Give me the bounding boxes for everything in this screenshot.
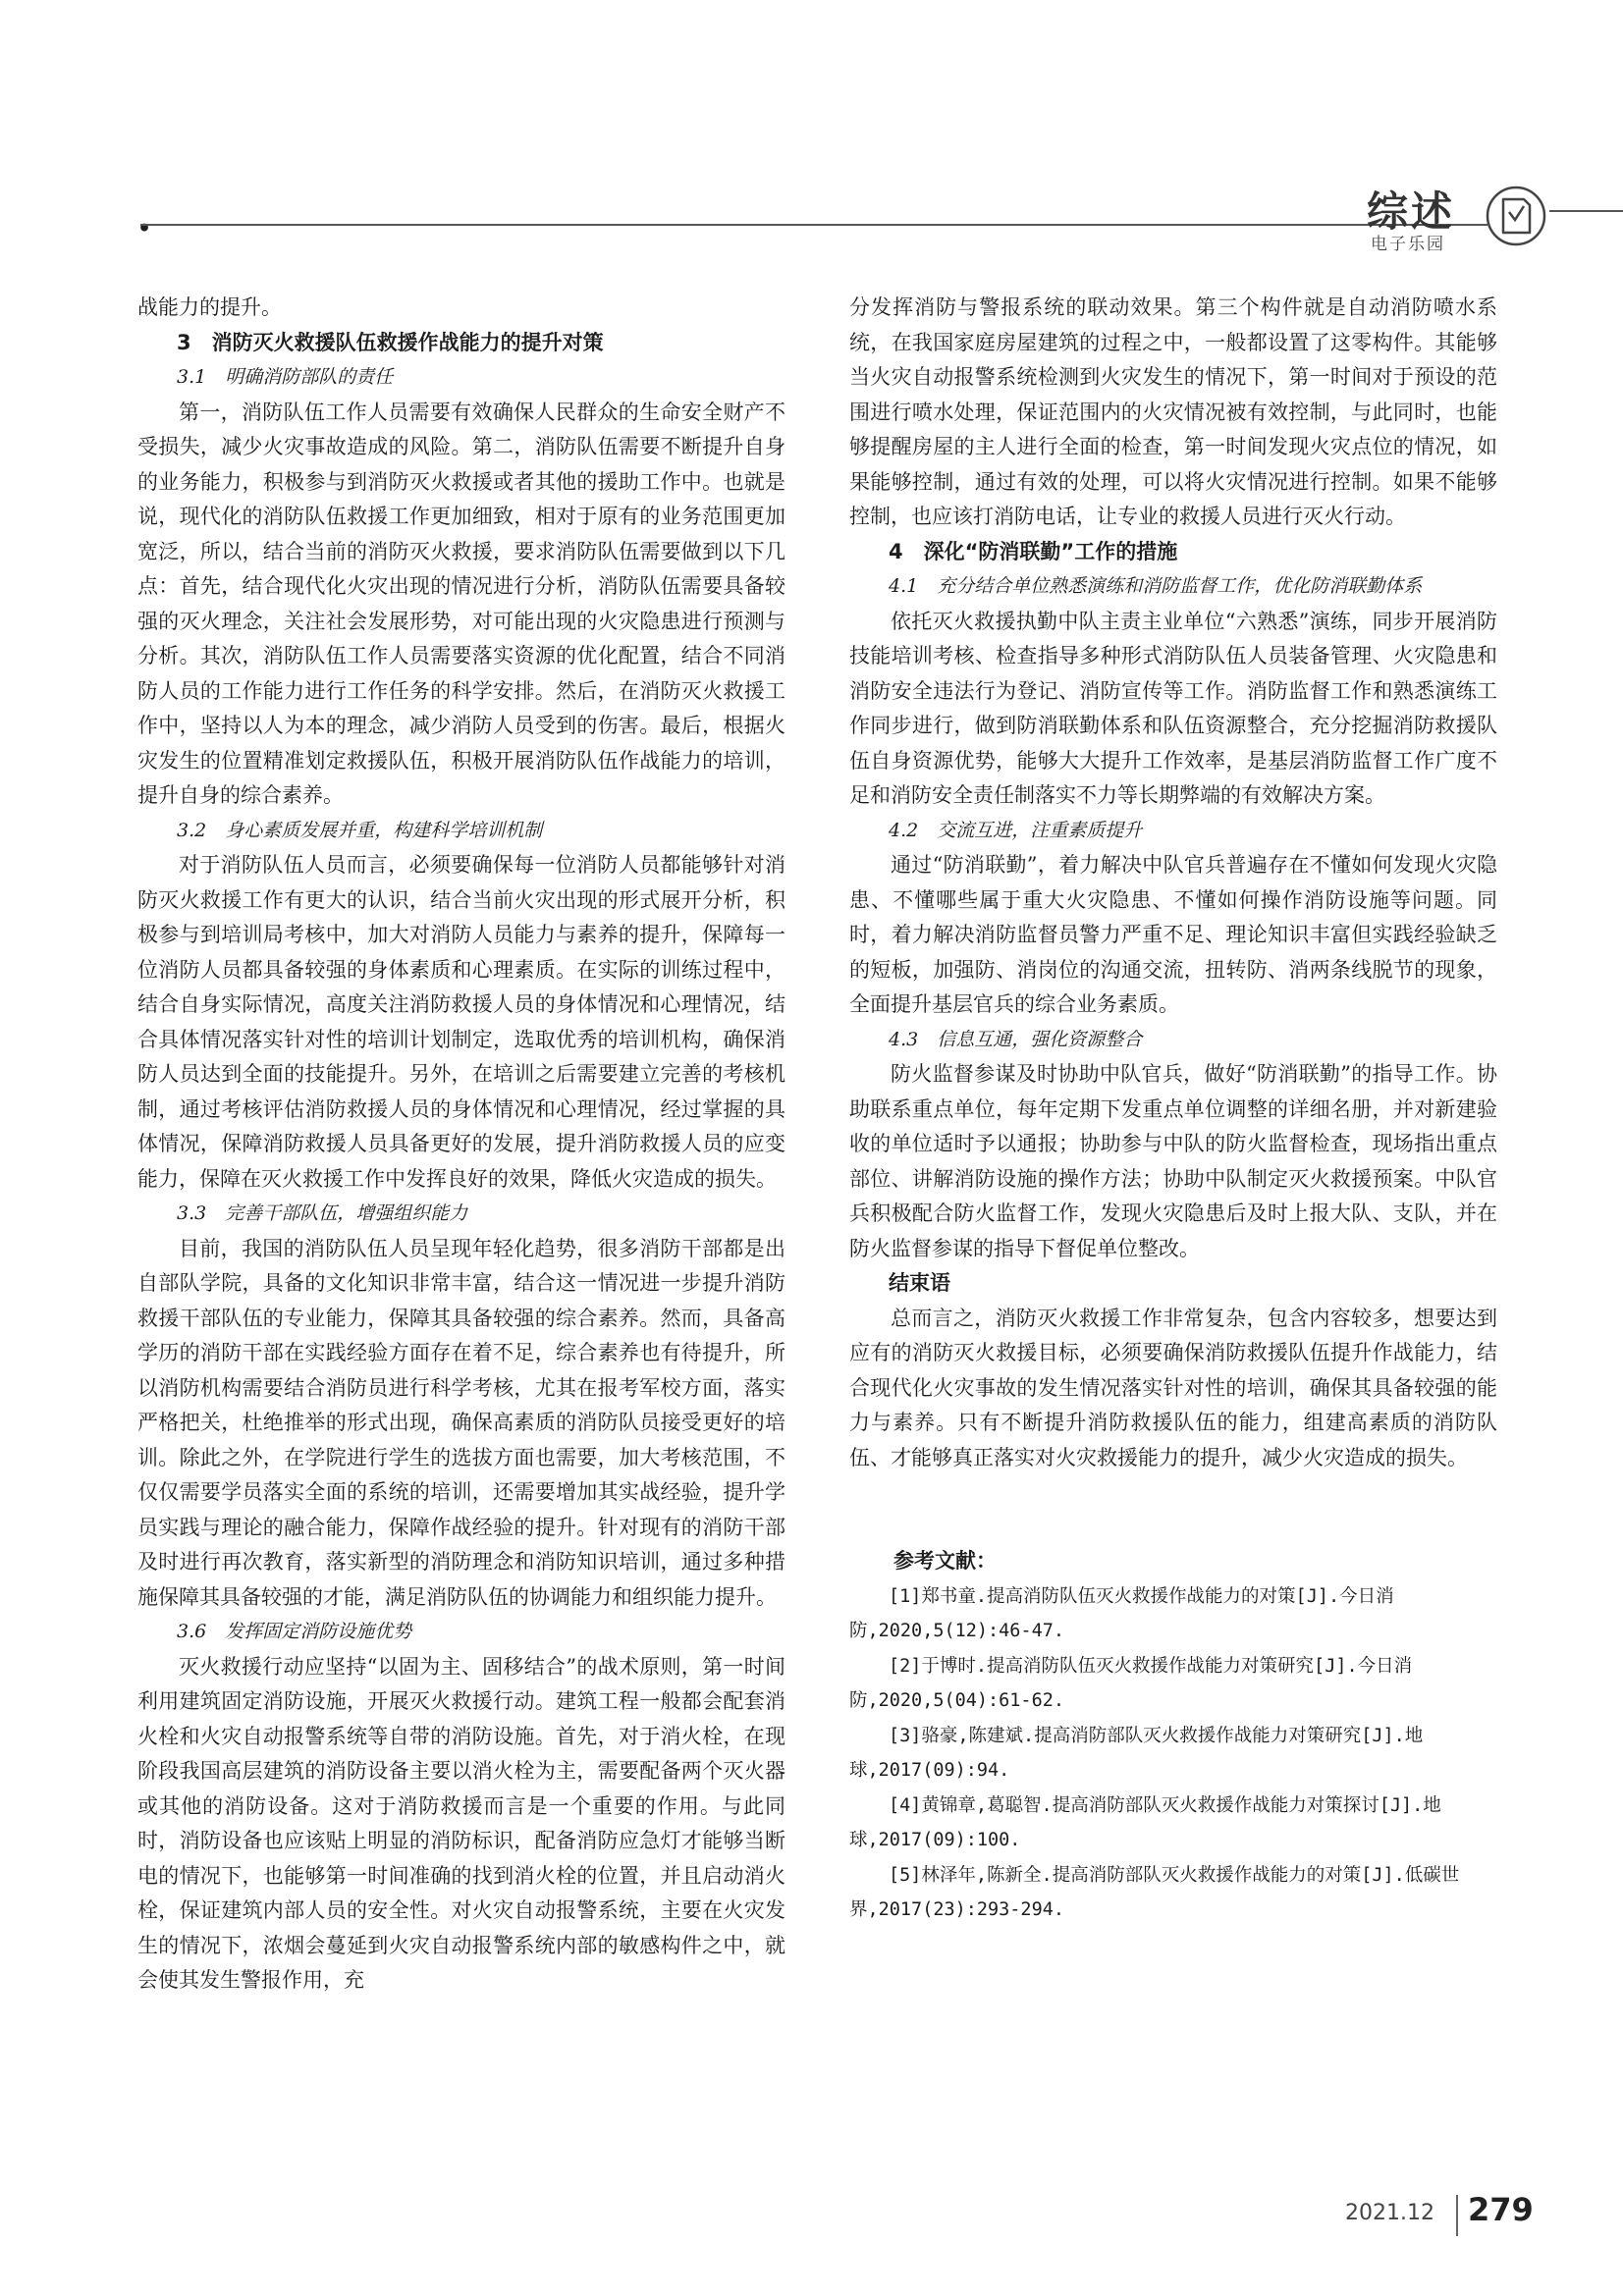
spacer <box>849 1475 1497 1544</box>
subsection-heading: 3.3 完善干部队伍，增强组织能力 <box>177 1202 468 1224</box>
body-paragraph: 依托灭火救援执勤中队主责主业单位“六熟悉”演练，同步开展消防技能培训考核、检查指导多种形式消防队伍人员装备管理、火灾隐患和消防安全违法行为登记、消防宣传等工作。消防监督工作和熟悉演练工作同步进行，做到防消联勤体系和队伍资源整合，充分挖掘消防救援队伍自身资源优势，能够大大提升工作效率，是基层消防监督工作广度不足和消防安全责任制落实不力等长期弊端的有效解决方案。 <box>849 609 1497 807</box>
header-rule-right <box>1549 210 1623 212</box>
reference-item: [1]郑书童.提高消防队伍灭火救援作战能力的对策[J].今日消防,2020,5(12):46-47. <box>849 1585 1394 1641</box>
body-paragraph: 对于消防队伍人员而言，必须要确保每一位消防人员都能够针对消防灭火救援工作有更大的认识，结合当前火灾出现的形式展开分析，积极参与到培训局考核中，加大对消防人员能力与素养的提升，保障每一位消防人员都具备较强的身体素质和心理素质。在实际的训练过程中，结合自身实际情况，高度关注消防救援人员的身体情况和心理情况，结合具体情况落实针对性的培训计划制定，选取优秀的培训机构，确保消防人员达到全面的技能提升。另外，在培训之后需要建立完善的考核机制，通过考核评估消防救援人员的身体情况和心理情况，经过掌握的具体情况，保障消防救援人员具备更好的发展，提升消防救援人员的应变能力，保障在灭火救援工作中发挥良好的效果，降低火灾造成的损失。 <box>137 853 785 1191</box>
reference-item: [5]林泽年,陈新全.提高消防部队灭火救援作战能力的对策[J].低碳世界,2017(23):293-294. <box>849 1864 1460 1920</box>
body-paragraph: 分发挥消防与警报系统的联动效果。第三个构件就是自动消防喷水系统，在我国家庭房屋建筑的过程之中，一般都设置了这零构件。其能够当火灾自动报警系统检测到火灾发生的情况下，第一时间对于预设的范围进行喷水处理，保证范围内的火灾情况被有效控制，与此同时，也能够提醒房屋的主人进行全面的检查，第一时间发现火灾点位的情况，如果能够控制，通过有效的处理，可以将火灾情况进行控制。如果不能够控制，也应该打消防电话，让专业的救援人员进行灭火行动。 <box>849 295 1497 528</box>
right-column <box>849 291 1497 1928</box>
subsection-heading: 4.2 交流互进，注重素质提升 <box>889 819 1143 841</box>
subsection-heading: 3.1 明确消防部队的责任 <box>177 366 394 388</box>
subsection-heading: 3.6 发挥固定消防设施优势 <box>177 1621 412 1642</box>
issue-date: 2021.12 <box>1345 2201 1434 2225</box>
reference-item: [3]骆豪,陈建斌.提高消防部队灭火救援作战能力对策研究[J].地球,2017(09):94. <box>849 1725 1424 1781</box>
reference-item: [2]于博时.提高消防队伍灭火救援作战能力对策研究[J].今日消防,2020,5(04):61-62. <box>849 1655 1413 1711</box>
body-paragraph: 灭火救援行动应坚持“以固为主、固移结合”的战术原则，第一时间利用建筑固定消防设施，开展灭火救援行动。建筑工程一般都会配套消火栓和火灾自动报警系统等自带的消防设施。首先，对于消火栓，在现阶段我国高层建筑的消防设备主要以消火栓为主，需要配备两个灭火器或其他的消防设备。这对于消防救援而言是一个重要的作用。与此同时，消防设备也应该贴上明显的消防标识，配备消防应急灯才能够当断电的情况下，也能够第一时间准确的找到消火栓的位置，并且启动消火栓，保证建筑内部人员的安全性。对火灾自动报警系统，主要在火灾发生的情况下，浓烟会蔓延到火灾自动报警系统内部的敏感构件之中，就会使其发生警报作用，充 <box>137 1654 785 1992</box>
journal-name: 电子乐园 <box>1371 235 1445 254</box>
subsection-heading: 3.2 身心素质发展并重，构建科学培训机制 <box>177 819 543 841</box>
section-heading: 4 深化“防消联勤”工作的措施 <box>889 539 1178 563</box>
header-dot: • <box>137 216 152 241</box>
document-icon <box>1483 183 1549 249</box>
subsection-heading: 4.1 充分结合单位熟悉演练和消防监督工作，优化防消联勤体系 <box>889 575 1423 597</box>
references-title: 参考文献： <box>893 1549 997 1573</box>
section-title: 综述 <box>1367 187 1456 236</box>
reference-item: [4]黄锦章,葛聪智.提高消防部队灭火救援作战能力对策探讨[J].地球,2017(09):100. <box>849 1794 1441 1850</box>
section-heading: 结束语 <box>889 1271 950 1295</box>
section-heading: 3 消防灭火救援队伍救援作战能力的提升对策 <box>177 330 604 354</box>
body-paragraph: 第一，消防队伍工作人员需要有效确保人民群众的生命安全财产不受损失，减少火灾事故造成的风险。第二，消防队伍需要不断提升自身的业务能力，积极参与到消防灭火救援或者其他的援助工作中。也就是说，现代化的消防队伍救援工作更加细致，相对于原有的业务范围更加宽泛，所以，结合当前的消防灭火救援，要求消防队伍需要做到以下几点：首先，结合现代化火灾出现的情况进行分析，消防队伍需要具备较强的灭火理念，关注社会发展形势，对可能出现的火灾隐患进行预测与分析。其次，消防队伍工作人员需要落实资源的优化配置，结合不同消防人员的工作能力进行工作任务的科学安排。然后，在消防灭火救援工作中，坚持以人为本的理念，减少消防人员受到的伤害。最后，根据火灾发生的位置精准划定救援队伍，积极开展消防队伍作战能力的培训，提升自身的综合素养。 <box>137 400 785 807</box>
body-paragraph: 防火监督参谋及时协助中队官兵，做好“防消联勤”的指导工作。协助联系重点单位，每年定期下发重点单位调整的详细名册，并对新建验收的单位适时予以通报；协助参与中队的防火监督检查，现场指出重点部位、讲解消防设施的操作方法；协助中队制定灭火救援预案。中队官兵积极配合防火监督工作，发现火灾隐患后及时上报大队、支队，并在防火监督参谋的指导下督促单位整改。 <box>849 1062 1497 1260</box>
left-column <box>137 291 785 1999</box>
body-paragraph: 目前，我国的消防队伍人员呈现年轻化趋势，很多消防干部都是出自部队学院，具备的文化知识非常丰富，结合这一情况进一步提升消防救援干部队伍的专业能力，保障其具备较强的综合素养。然而，具备高学历的消防干部在实践经验方面存在着不足，综合素养也有待提升，所以消防机构需要结合消防员进行科学考核，尤其在报考军校方面，落实严格把关，杜绝推举的形式出现，确保高素质的消防队员接受更好的培训。除此之外，在学院进行学生的选拔方面也需要，加大考核范围，不仅仅需要学员落实全面的系统的培训，还需要增加其实战经验，提升学员实践与理论的融合能力，保障作战经验的提升。针对现有的消防干部及时进行再次教育，落实新型的消防理念和消防知识培训，通过多种措施保障其具备较强的才能，满足消防队伍的协调能力和组织能力提升。 <box>137 1236 785 1609</box>
page-number: 279 <box>1468 2191 1534 2228</box>
body-paragraph: 战能力的提升。 <box>137 295 282 319</box>
header-rule <box>140 224 1488 226</box>
body-paragraph: 总而言之，消防灭火救援工作非常复杂，包含内容较多，想要达到应有的消防灭火救援目标，必须要确保消防救援队伍提升作战能力，结合现代化火灾事故的发生情况落实针对性的培训，确保其具备较强的能力与素养。只有不断提升消防救援队伍的能力，组建高素质的消防队伍、才能够真正落实对火灾救援能力的提升，减少火灾造成的损失。 <box>849 1306 1497 1469</box>
subsection-heading: 4.3 信息互通，强化资源整合 <box>889 1028 1143 1050</box>
footer-divider <box>1456 2195 1458 2236</box>
body-paragraph: 通过“防消联勤”，着力解决中队官兵普遍存在不懂如何发现火灾隐患、不懂哪些属于重大火灾隐患、不懂如何操作消防设施等问题。同时，着力解决消防监督员警力严重不足、理论知识丰富但实践经验缺乏的短板，加强防、消岗位的沟通交流，扭转防、消两条线脱节的现象，全面提升基层官兵的综合业务素质。 <box>849 853 1497 1016</box>
